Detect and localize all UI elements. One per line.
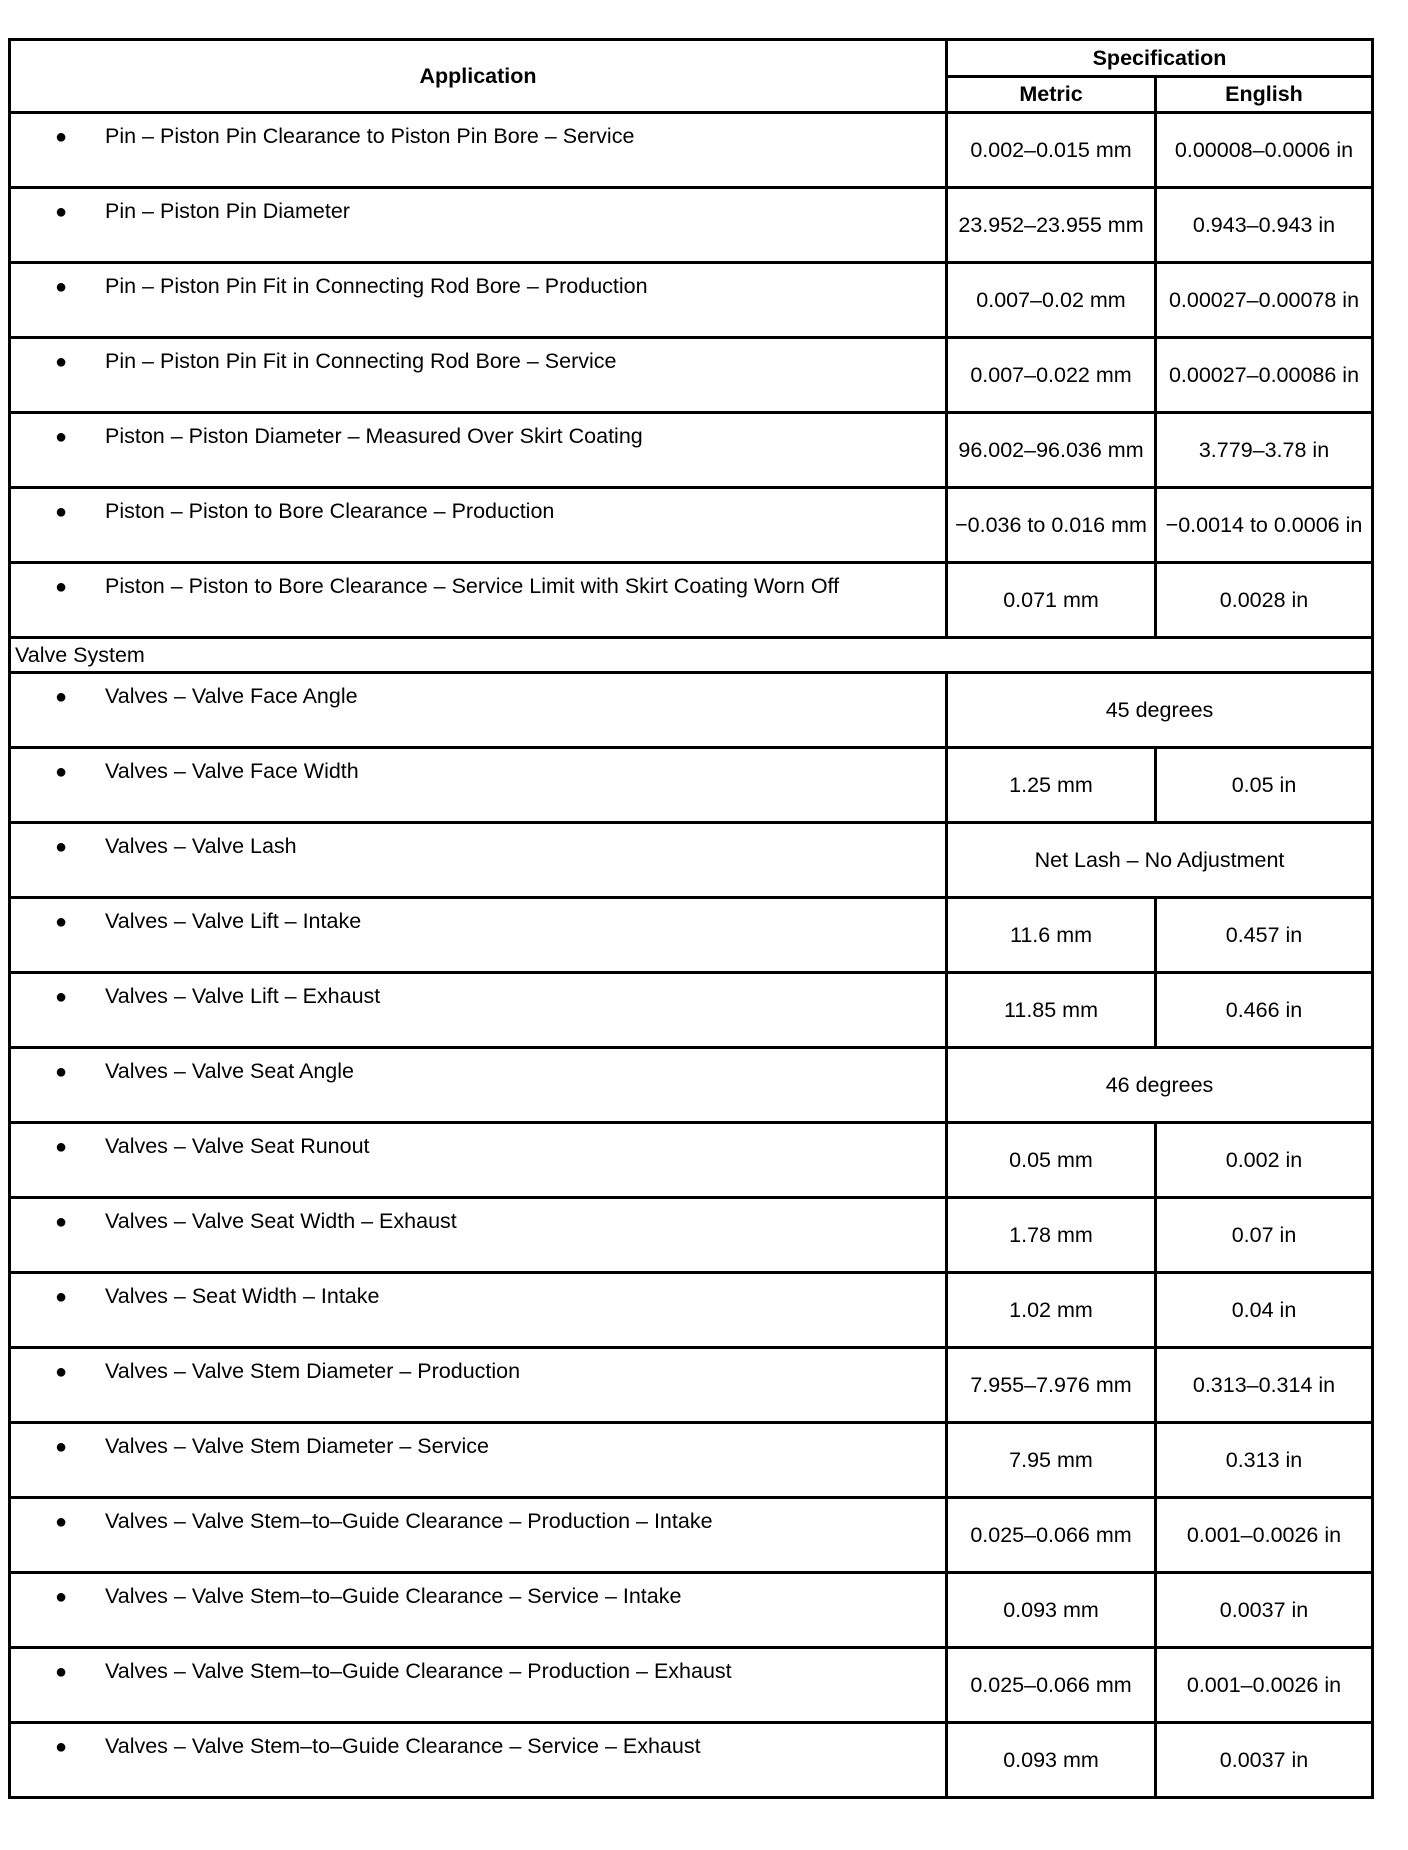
- english-value-cell: 0.00027–0.00086 in: [1156, 338, 1373, 413]
- table-row: [10, 263, 1373, 338]
- metric-value-cell: −0.036 to 0.016 mm: [947, 488, 1156, 563]
- application-text: Piston – Piston Diameter – Measured Over Skirt Coating: [105, 424, 643, 448]
- metric-value-cell: 11.6 mm: [947, 898, 1156, 973]
- table-row: [10, 1273, 1373, 1348]
- application-text: Valves – Valve Seat Runout: [105, 1134, 370, 1158]
- english-value-cell: 0.001–0.0026 in: [1156, 1498, 1373, 1573]
- table-row: [10, 113, 1373, 188]
- application-cell: [10, 1648, 947, 1723]
- application-cell: [10, 113, 947, 188]
- application-text: Pin – Piston Pin Diameter: [105, 199, 350, 223]
- application-cell: [10, 488, 947, 563]
- application-cell: [10, 1348, 947, 1423]
- bullet-icon: ●: [55, 126, 68, 148]
- english-value-cell: 0.002 in: [1156, 1123, 1373, 1198]
- application-text: Pin – Piston Pin Fit in Connecting Rod Bore – Production: [105, 274, 648, 298]
- bullet-icon: ●: [55, 1661, 68, 1683]
- bullet-icon: ●: [55, 1361, 68, 1383]
- header-row-top: [10, 40, 1373, 77]
- bullet-icon: ●: [55, 1586, 68, 1608]
- combined-value-cell: 46 degrees: [947, 1048, 1373, 1123]
- metric-value-cell: 1.78 mm: [947, 1198, 1156, 1273]
- english-value-cell: 0.00027–0.00078 in: [1156, 263, 1373, 338]
- metric-value-cell: 0.025–0.066 mm: [947, 1648, 1156, 1723]
- application-header: Application: [10, 40, 947, 113]
- specification-header: Specification: [947, 40, 1373, 77]
- application-text: Valves – Valve Face Width: [105, 759, 359, 783]
- application-text: Valves – Valve Stem–to–Guide Clearance – Service – Exhaust: [105, 1734, 701, 1758]
- application-text: Piston – Piston to Bore Clearance – Production: [105, 499, 555, 523]
- application-text: Valves – Valve Stem–to–Guide Clearance – Production – Intake: [105, 1509, 713, 1533]
- english-value-cell: 0.05 in: [1156, 748, 1373, 823]
- metric-value-cell: 96.002–96.036 mm: [947, 413, 1156, 488]
- application-cell: [10, 263, 947, 338]
- bullet-icon: ●: [55, 1061, 68, 1083]
- table-row: [10, 1423, 1373, 1498]
- application-text: Valves – Valve Stem–to–Guide Clearance – Service – Intake: [105, 1584, 682, 1608]
- section-row: [10, 638, 1373, 673]
- table-row: [10, 413, 1373, 488]
- english-header: English: [1156, 76, 1373, 113]
- application-cell: [10, 973, 947, 1048]
- metric-value-cell: 0.007–0.02 mm: [947, 263, 1156, 338]
- metric-value-cell: 0.002–0.015 mm: [947, 113, 1156, 188]
- combined-value-cell: 45 degrees: [947, 673, 1373, 748]
- table-row: [10, 1498, 1373, 1573]
- application-cell: [10, 823, 947, 898]
- application-text: Pin – Piston Pin Clearance to Piston Pin Bore – Service: [105, 124, 635, 148]
- bullet-icon: ●: [55, 576, 68, 598]
- application-text: Valves – Valve Face Angle: [105, 684, 358, 708]
- table-row: [10, 563, 1373, 638]
- table-row: [10, 1123, 1373, 1198]
- english-value-cell: 0.313 in: [1156, 1423, 1373, 1498]
- application-text: Pin – Piston Pin Fit in Connecting Rod Bore – Service: [105, 349, 617, 373]
- application-cell: [10, 1423, 947, 1498]
- metric-value-cell: 0.05 mm: [947, 1123, 1156, 1198]
- application-text: Valves – Valve Seat Width – Exhaust: [105, 1209, 457, 1233]
- application-text: Valves – Valve Stem Diameter – Production: [105, 1359, 521, 1383]
- bullet-icon: ●: [55, 761, 68, 783]
- english-value-cell: 3.779–3.78 in: [1156, 413, 1373, 488]
- application-text: Piston – Piston to Bore Clearance – Service Limit with Skirt Coating Worn Off: [105, 574, 840, 598]
- bullet-icon: ●: [55, 501, 68, 523]
- specification-table: [8, 38, 1374, 1799]
- metric-value-cell: 0.025–0.066 mm: [947, 1498, 1156, 1573]
- application-cell: [10, 898, 947, 973]
- bullet-icon: ●: [55, 1286, 68, 1308]
- application-cell: [10, 1198, 947, 1273]
- english-value-cell: −0.0014 to 0.0006 in: [1156, 488, 1373, 563]
- english-value-cell: 0.457 in: [1156, 898, 1373, 973]
- bullet-icon: ●: [55, 276, 68, 298]
- table-row: [10, 1348, 1373, 1423]
- metric-value-cell: 0.071 mm: [947, 563, 1156, 638]
- application-cell: [10, 1048, 947, 1123]
- bullet-icon: ●: [55, 1136, 68, 1158]
- metric-header: Metric: [947, 76, 1156, 113]
- table-row: [10, 823, 1373, 898]
- bullet-icon: ●: [55, 201, 68, 223]
- english-value-cell: 0.0037 in: [1156, 1723, 1373, 1798]
- english-value-cell: 0.466 in: [1156, 973, 1373, 1048]
- english-value-cell: 0.04 in: [1156, 1273, 1373, 1348]
- table-row: [10, 673, 1373, 748]
- table-row: [10, 1573, 1373, 1648]
- table-row: [10, 748, 1373, 823]
- table-row: [10, 1648, 1373, 1723]
- bullet-icon: ●: [55, 686, 68, 708]
- table-row: [10, 1048, 1373, 1123]
- english-value-cell: 0.0037 in: [1156, 1573, 1373, 1648]
- bullet-icon: ●: [55, 426, 68, 448]
- application-cell: [10, 338, 947, 413]
- bullet-icon: ●: [55, 1511, 68, 1533]
- english-value-cell: 0.0028 in: [1156, 563, 1373, 638]
- application-cell: [10, 748, 947, 823]
- application-cell: [10, 1123, 947, 1198]
- table-row: [10, 188, 1373, 263]
- application-cell: [10, 563, 947, 638]
- table-header: [10, 40, 1373, 113]
- bullet-icon: ●: [55, 1436, 68, 1458]
- english-value-cell: 0.07 in: [1156, 1198, 1373, 1273]
- bullet-icon: ●: [55, 1736, 68, 1758]
- english-value-cell: 0.00008–0.0006 in: [1156, 113, 1373, 188]
- table-body: [10, 113, 1373, 1798]
- combined-value-cell: Net Lash – No Adjustment: [947, 823, 1373, 898]
- application-cell: [10, 1498, 947, 1573]
- bullet-icon: ●: [55, 986, 68, 1008]
- table-row: [10, 1723, 1373, 1798]
- metric-value-cell: 0.007–0.022 mm: [947, 338, 1156, 413]
- application-text: Valves – Seat Width – Intake: [105, 1284, 380, 1308]
- application-text: Valves – Valve Lift – Intake: [105, 909, 362, 933]
- application-cell: [10, 673, 947, 748]
- application-cell: [10, 1723, 947, 1798]
- table-row: [10, 898, 1373, 973]
- metric-value-cell: 1.02 mm: [947, 1273, 1156, 1348]
- application-text: Valves – Valve Seat Angle: [105, 1059, 355, 1083]
- english-value-cell: 0.943–0.943 in: [1156, 188, 1373, 263]
- bullet-icon: ●: [55, 911, 68, 933]
- table-row: [10, 973, 1373, 1048]
- bullet-icon: ●: [55, 351, 68, 373]
- english-value-cell: 0.313–0.314 in: [1156, 1348, 1373, 1423]
- table-row: [10, 338, 1373, 413]
- metric-value-cell: 11.85 mm: [947, 973, 1156, 1048]
- application-text: Valves – Valve Lash: [105, 834, 297, 858]
- metric-value-cell: 23.952–23.955 mm: [947, 188, 1156, 263]
- table-row: [10, 488, 1373, 563]
- section-heading: Valve System: [10, 638, 1373, 673]
- application-cell: [10, 188, 947, 263]
- application-cell: [10, 1273, 947, 1348]
- application-text: Valves – Valve Stem Diameter – Service: [105, 1434, 489, 1458]
- table-row: [10, 1198, 1373, 1273]
- english-value-cell: 0.001–0.0026 in: [1156, 1648, 1373, 1723]
- metric-value-cell: 7.95 mm: [947, 1423, 1156, 1498]
- application-cell: [10, 1573, 947, 1648]
- application-cell: [10, 413, 947, 488]
- metric-value-cell: 0.093 mm: [947, 1573, 1156, 1648]
- bullet-icon: ●: [55, 836, 68, 858]
- bullet-icon: ●: [55, 1211, 68, 1233]
- application-text: Valves – Valve Lift – Exhaust: [105, 984, 381, 1008]
- metric-value-cell: 7.955–7.976 mm: [947, 1348, 1156, 1423]
- application-text: Valves – Valve Stem–to–Guide Clearance – Production – Exhaust: [105, 1659, 732, 1683]
- metric-value-cell: 1.25 mm: [947, 748, 1156, 823]
- metric-value-cell: 0.093 mm: [947, 1723, 1156, 1798]
